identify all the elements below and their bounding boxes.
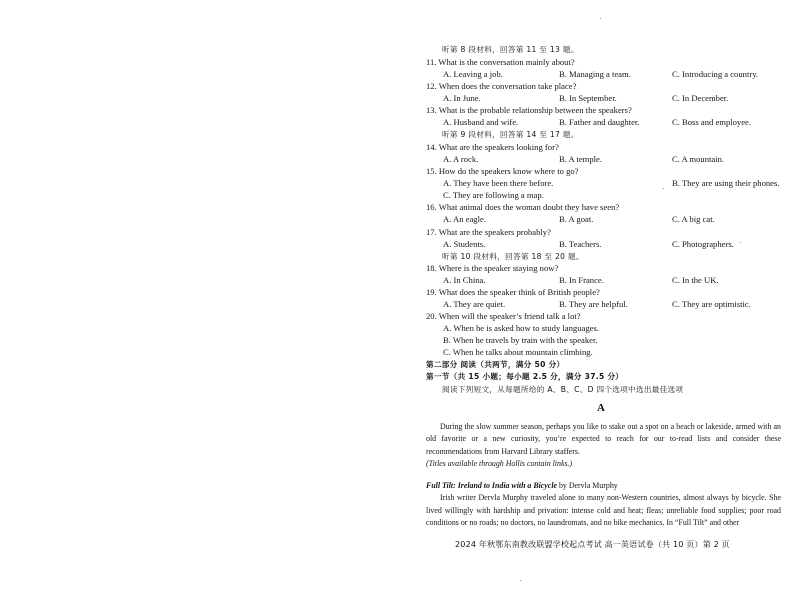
- q17-option-b: B. Teachers.: [559, 239, 602, 249]
- question-17: 17. What are the speakers probably?: [426, 227, 551, 237]
- q19-option-c: C. They are optimistic.: [672, 299, 751, 309]
- q15-option-c: C. They are following a map.: [443, 190, 544, 200]
- q18-option-c: C. In the UK.: [672, 275, 719, 285]
- question-14: 14. What are the speakers looking for?: [426, 142, 559, 152]
- scan-speck: [740, 242, 741, 243]
- q11-option-a: A. Leaving a job.: [443, 69, 503, 79]
- scan-speck: [520, 580, 521, 581]
- q13-option-c: C. Boss and employee.: [672, 117, 752, 127]
- q12-option-b: B. In September.: [559, 93, 617, 103]
- q11-option-b: B. Managing a team.: [559, 69, 631, 79]
- question-16: 16. What animal does the woman doubt they have seen?: [426, 202, 620, 212]
- intro-note: (Titles available through Hollis contain links.): [426, 459, 573, 469]
- q15-option-b: B. They are using their phones.: [672, 178, 780, 188]
- passage-letter: A: [597, 402, 605, 414]
- book-entry: [426, 480, 781, 530]
- book-author: by Dervla Murphy: [557, 481, 618, 490]
- q19-option-a: A. They are quiet.: [443, 299, 506, 309]
- book-paragraph: Irish writer Dervla Murphy traveled alone to many non-Western countries, almost always by bicycle. She lived willingly with hardship and privation: intense cold and heat; fleas; unreliable food supplies; poor road conditions or no roads; no doctors, no laundromats, and no bike mechanics. In “Full Tilt” and other: [426, 493, 781, 528]
- q16-option-c: C. A big cat.: [672, 214, 715, 224]
- q13-option-a: A. Husband and wife.: [443, 117, 519, 127]
- q12-option-a: A. In June.: [443, 93, 481, 103]
- question-12: 12. When does the conversation take place?: [426, 81, 577, 91]
- q14-option-b: B. A temple.: [559, 154, 602, 164]
- question-13: 13. What is the probable relationship between the speakers?: [426, 105, 632, 115]
- q16-option-a: A. An eagle.: [443, 214, 486, 224]
- q13-option-b: B. Father and daughter.: [559, 117, 640, 127]
- q12-option-c: C. In December.: [672, 93, 729, 103]
- intro-paragraph: [426, 421, 781, 471]
- q18-option-a: A. In China.: [443, 275, 486, 285]
- scan-speck: [600, 18, 601, 19]
- book-title: Full Tilt: Ireland to India with a Bicycle: [426, 481, 558, 490]
- section1-title: 第一节（共 15 小题；每小题 2.5 分，满分 37.5 分）: [426, 372, 624, 381]
- q20-option-a: A. When he is asked how to study languages.: [443, 323, 599, 333]
- q14-option-c: C. A mountain.: [672, 154, 725, 164]
- q20-option-b: B. When he travels by train with the speaker.: [443, 335, 598, 345]
- part2-title: 第二部分 阅读（共两节，满分 50 分）: [426, 360, 565, 369]
- intro-paragraph-text: During the slow summer season, perhaps you like to stake out a spot on a beach or lakeside, armed with an old favorite or a new curiosity, you’re expected to reach for our to-read lists and consider these recommendations from Harvard Library staffers.: [426, 422, 781, 456]
- scan-speck: [663, 188, 664, 189]
- section8-instruction: 听第 8 段材料，回答第 11 至 13 题。: [442, 45, 579, 54]
- section1-instruction: 阅读下列短文，从每题所给的 A、B、C、D 四个选项中选出最佳选项: [442, 385, 684, 394]
- q17-option-c: C. Photographers.: [672, 239, 734, 249]
- q18-option-b: B. In France.: [559, 275, 604, 285]
- question-18: 18. Where is the speaker staying now?: [426, 263, 559, 273]
- q16-option-b: B. A goat.: [559, 214, 594, 224]
- q19-option-b: B. They are helpful.: [559, 299, 628, 309]
- question-19: 19. What does the speaker think of British people?: [426, 287, 600, 297]
- q17-option-a: A. Students.: [443, 239, 486, 249]
- q15-option-a: A. They have been there before.: [443, 178, 554, 188]
- q20-option-c: C. When he talks about mountain climbing.: [443, 347, 593, 357]
- question-20: 20. When will the speaker’s friend talk a lot?: [426, 311, 581, 321]
- section9-instruction: 听第 9 段材料，回答第 14 至 17 题。: [442, 130, 579, 139]
- section10-instruction: 听第 10 段材料，回答第 18 至 20 题。: [442, 252, 584, 261]
- q11-option-c: C. Introducing a country.: [672, 69, 759, 79]
- q14-option-a: A. A rock.: [443, 154, 479, 164]
- question-15: 15. How do the speakers know where to go?: [426, 166, 579, 176]
- page-footer: 2024 年秋鄂东南教改联盟学校起点考试 高一英语试卷（共 10 页）第 2 页: [455, 540, 730, 549]
- question-11: 11. What is the conversation mainly about?: [426, 57, 575, 67]
